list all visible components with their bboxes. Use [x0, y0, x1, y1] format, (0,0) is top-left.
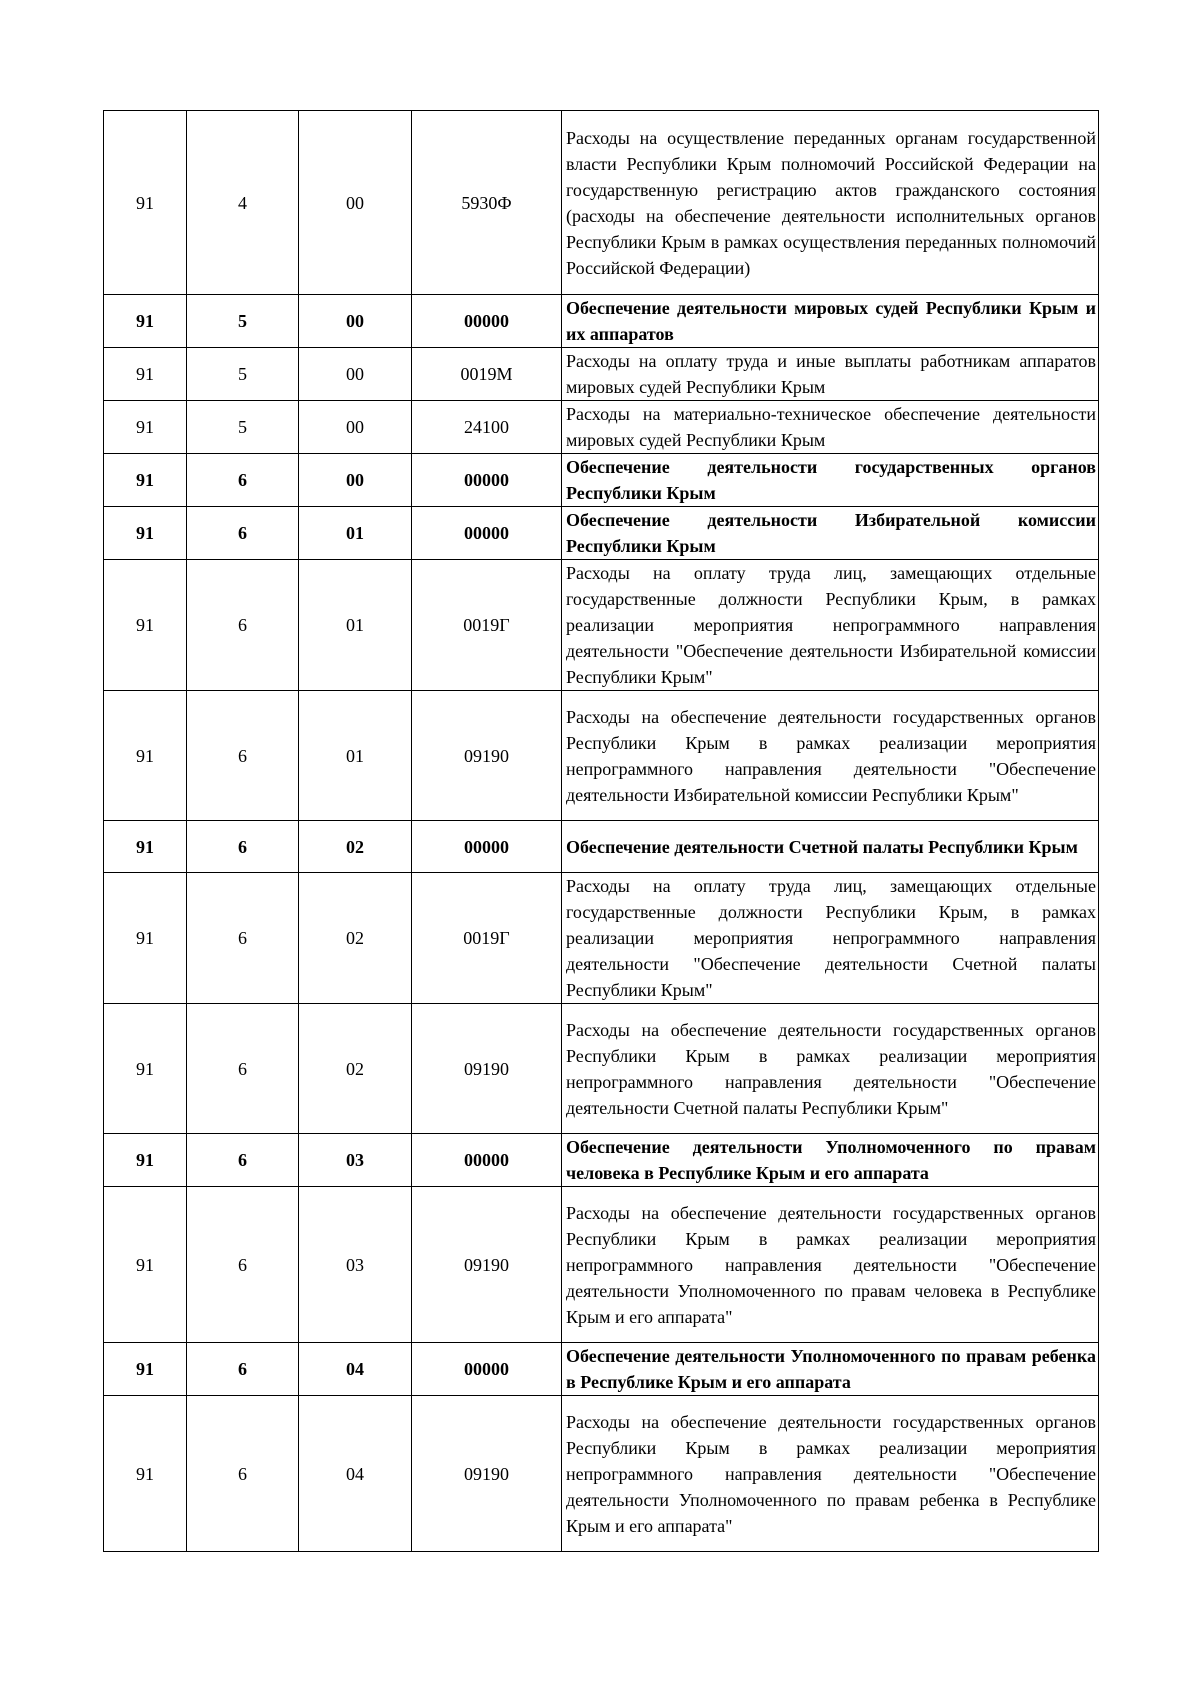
- description-text: Расходы на обеспечение деятельности государственных органов Республики Крым в рамках реализации мероприятия непрограммного направления деятельности "Обеспечение деятельности Избирательной комиссии Республики Крым": [566, 706, 1096, 805]
- table-body: [104, 111, 1099, 1552]
- direction-code-cell: [412, 1187, 562, 1343]
- direction-code-cell: [412, 348, 562, 401]
- direction-code-cell: [412, 873, 562, 1004]
- code-text: 09190: [464, 745, 509, 766]
- subprogram-code-cell: [187, 691, 299, 821]
- table-row: [104, 348, 1099, 401]
- code-text: 02: [346, 836, 364, 857]
- code-text: 01: [346, 745, 364, 766]
- subprogram-code-cell: [187, 454, 299, 507]
- description-cell: [562, 1004, 1099, 1134]
- table-row: [104, 1187, 1099, 1343]
- direction-code-cell: [412, 1134, 562, 1187]
- description-cell: [562, 691, 1099, 821]
- description-text: Обеспечение деятельности Уполномоченного по правам ребенка в Республике Крым и его аппарата: [566, 1346, 1096, 1392]
- code-text: 5: [238, 364, 247, 384]
- description-cell: [562, 401, 1099, 454]
- code-text: 00: [346, 417, 364, 437]
- description-cell: [562, 111, 1099, 295]
- description-text: Обеспечение деятельности государственных органов Республики Крым: [566, 457, 1096, 503]
- code-text: 00000: [464, 311, 509, 331]
- table-row: [104, 295, 1099, 348]
- direction-code-cell: [412, 691, 562, 821]
- code-text: 91: [136, 417, 154, 437]
- code-text: 00: [346, 470, 364, 490]
- description-cell: [562, 454, 1099, 507]
- code-text: 24100: [464, 417, 509, 437]
- description-text: Расходы на оплату труда лиц, замещающих отдельные государственные должности Республики Крым, в рамках реализации мероприятия непрограммного направления деятельности "Обеспечение деятельности Избирательной комиссии Республики Крым": [566, 563, 1096, 687]
- program-code-cell: [104, 454, 187, 507]
- code-text: 5: [238, 311, 247, 331]
- program-code-cell: [104, 401, 187, 454]
- subprogram-code-cell: [187, 821, 299, 873]
- direction-code-cell: [412, 401, 562, 454]
- main-activity-code-cell: [299, 560, 412, 691]
- main-activity-code-cell: [299, 401, 412, 454]
- program-code-cell: [104, 348, 187, 401]
- description-cell: [562, 295, 1099, 348]
- code-text: 00: [346, 364, 364, 384]
- description-text: Расходы на обеспечение деятельности государственных органов Республики Крым в рамках реализации мероприятия непрограммного направления деятельности "Обеспечение деятельности Счетной палаты Республики Крым": [566, 1019, 1096, 1118]
- code-text: 6: [238, 523, 247, 543]
- main-activity-code-cell: [299, 1187, 412, 1343]
- code-text: 91: [136, 364, 154, 384]
- description-cell: [562, 1343, 1099, 1396]
- direction-code-cell: [412, 560, 562, 691]
- direction-code-cell: [412, 111, 562, 295]
- main-activity-code-cell: [299, 111, 412, 295]
- description-text: Обеспечение деятельности Избирательной комиссии Республики Крым: [566, 510, 1096, 556]
- code-text: 6: [238, 836, 247, 857]
- program-code-cell: [104, 1134, 187, 1187]
- direction-code-cell: [412, 821, 562, 873]
- table-row: [104, 111, 1099, 295]
- main-activity-code-cell: [299, 454, 412, 507]
- code-text: 00000: [464, 1150, 509, 1170]
- description-cell: [562, 1134, 1099, 1187]
- code-text: 91: [136, 192, 154, 213]
- table-row: [104, 1343, 1099, 1396]
- description-text: Расходы на материально-техническое обеспечение деятельности мировых судей Республики Крым: [566, 404, 1096, 450]
- main-activity-code-cell: [299, 1004, 412, 1134]
- code-text: 00000: [464, 1359, 509, 1379]
- table-row: [104, 691, 1099, 821]
- code-text: 01: [346, 523, 364, 543]
- description-cell: [562, 560, 1099, 691]
- code-text: 00000: [464, 836, 509, 857]
- code-text: 91: [136, 745, 154, 766]
- program-code-cell: [104, 111, 187, 295]
- subprogram-code-cell: [187, 873, 299, 1004]
- direction-code-cell: [412, 454, 562, 507]
- code-text: 91: [136, 523, 154, 543]
- description-cell: [562, 1187, 1099, 1343]
- code-text: 5: [238, 417, 247, 437]
- code-text: 6: [238, 928, 247, 948]
- main-activity-code-cell: [299, 1396, 412, 1552]
- code-text: 00000: [464, 470, 509, 490]
- table-row: [104, 873, 1099, 1004]
- code-text: 09190: [464, 1463, 509, 1484]
- table-row: [104, 560, 1099, 691]
- description-text: Расходы на осуществление переданных органам государственной власти Республики Крым полномочий Российской Федерации на государственную регистрацию актов гражданского состояния (расходы на обеспечение деятельности исполнительных органов Республики Крым в рамках осуществления переданных полномочий Российской Федерации): [566, 127, 1096, 278]
- code-text: 91: [136, 928, 154, 948]
- direction-code-cell: [412, 1343, 562, 1396]
- code-text: 91: [136, 1359, 154, 1379]
- code-text: 5930Ф: [461, 192, 512, 213]
- description-text: Расходы на обеспечение деятельности государственных органов Республики Крым в рамках реализации мероприятия непрограммного направления деятельности "Обеспечение деятельности Уполномоченного по правам человека в Республике Крым и его аппарата": [566, 1202, 1096, 1327]
- code-text: 6: [238, 1463, 247, 1484]
- code-text: 0019М: [460, 364, 513, 384]
- subprogram-code-cell: [187, 560, 299, 691]
- main-activity-code-cell: [299, 691, 412, 821]
- description-cell: [562, 507, 1099, 560]
- main-activity-code-cell: [299, 348, 412, 401]
- table-row: [104, 454, 1099, 507]
- code-text: 6: [238, 745, 247, 766]
- code-text: 09190: [464, 1058, 509, 1079]
- code-text: 03: [346, 1254, 364, 1275]
- main-activity-code-cell: [299, 1343, 412, 1396]
- code-text: 6: [238, 1359, 247, 1379]
- code-text: 09190: [464, 1254, 509, 1275]
- subprogram-code-cell: [187, 401, 299, 454]
- description-text: Обеспечение деятельности мировых судей Республики Крым и их аппаратов: [566, 298, 1096, 344]
- direction-code-cell: [412, 1004, 562, 1134]
- subprogram-code-cell: [187, 1396, 299, 1552]
- program-code-cell: [104, 507, 187, 560]
- table-row: [104, 1134, 1099, 1187]
- code-text: 6: [238, 1058, 247, 1079]
- program-code-cell: [104, 1004, 187, 1134]
- code-text: 91: [136, 615, 154, 635]
- table-row: [104, 401, 1099, 454]
- direction-code-cell: [412, 295, 562, 348]
- program-code-cell: [104, 1187, 187, 1343]
- program-code-cell: [104, 873, 187, 1004]
- program-code-cell: [104, 691, 187, 821]
- direction-code-cell: [412, 1396, 562, 1552]
- table-row: [104, 1004, 1099, 1134]
- code-text: 0019Г: [463, 615, 510, 635]
- code-text: 91: [136, 1463, 154, 1484]
- main-activity-code-cell: [299, 507, 412, 560]
- code-text: 04: [346, 1463, 364, 1484]
- direction-code-cell: [412, 507, 562, 560]
- program-code-cell: [104, 295, 187, 348]
- subprogram-code-cell: [187, 295, 299, 348]
- code-text: 6: [238, 1254, 247, 1275]
- subprogram-code-cell: [187, 1004, 299, 1134]
- description-cell: [562, 348, 1099, 401]
- description-cell: [562, 821, 1099, 873]
- subprogram-code-cell: [187, 1343, 299, 1396]
- code-text: 02: [346, 1058, 364, 1079]
- description-text: Расходы на оплату труда и иные выплаты работникам аппаратов мировых судей Республики Крым: [566, 351, 1096, 397]
- code-text: 91: [136, 1058, 154, 1079]
- subprogram-code-cell: [187, 111, 299, 295]
- main-activity-code-cell: [299, 821, 412, 873]
- subprogram-code-cell: [187, 348, 299, 401]
- subprogram-code-cell: [187, 1187, 299, 1343]
- program-code-cell: [104, 1343, 187, 1396]
- code-text: 01: [346, 615, 364, 635]
- description-cell: [562, 1396, 1099, 1552]
- subprogram-code-cell: [187, 1134, 299, 1187]
- code-text: 6: [238, 470, 247, 490]
- program-code-cell: [104, 821, 187, 873]
- code-text: 91: [136, 1254, 154, 1275]
- code-text: 00000: [464, 523, 509, 543]
- description-text: Обеспечение деятельности Уполномоченного по правам человека в Республике Крым и его аппарата: [566, 1137, 1096, 1183]
- code-text: 02: [346, 928, 364, 948]
- main-activity-code-cell: [299, 295, 412, 348]
- code-text: 04: [346, 1359, 364, 1379]
- code-text: 91: [136, 836, 154, 857]
- description-text: Обеспечение деятельности Счетной палаты Республики Крым: [566, 836, 1078, 857]
- subprogram-code-cell: [187, 507, 299, 560]
- code-text: 91: [136, 311, 154, 331]
- code-text: 00: [346, 311, 364, 331]
- description-cell: [562, 873, 1099, 1004]
- main-activity-code-cell: [299, 873, 412, 1004]
- program-code-cell: [104, 560, 187, 691]
- budget-classification-table: [103, 110, 1099, 1552]
- description-text: Расходы на оплату труда лиц, замещающих отдельные государственные должности Республики Крым, в рамках реализации мероприятия непрограммного направления деятельности "Обеспечение деятельности Счетной палаты Республики Крым": [566, 876, 1096, 1000]
- table-row: [104, 507, 1099, 560]
- code-text: 0019Г: [463, 928, 510, 948]
- table-row: [104, 1396, 1099, 1552]
- code-text: 6: [238, 615, 247, 635]
- program-code-cell: [104, 1396, 187, 1552]
- main-activity-code-cell: [299, 1134, 412, 1187]
- code-text: 91: [136, 1150, 154, 1170]
- description-text: Расходы на обеспечение деятельности государственных органов Республики Крым в рамках реализации мероприятия непрограммного направления деятельности "Обеспечение деятельности Уполномоченного по правам ребенка в Республике Крым и его аппарата": [566, 1411, 1096, 1536]
- code-text: 03: [346, 1150, 364, 1170]
- code-text: 91: [136, 470, 154, 490]
- code-text: 00: [346, 192, 364, 213]
- code-text: 6: [238, 1150, 247, 1170]
- code-text: 4: [238, 192, 247, 213]
- table-row: [104, 821, 1099, 873]
